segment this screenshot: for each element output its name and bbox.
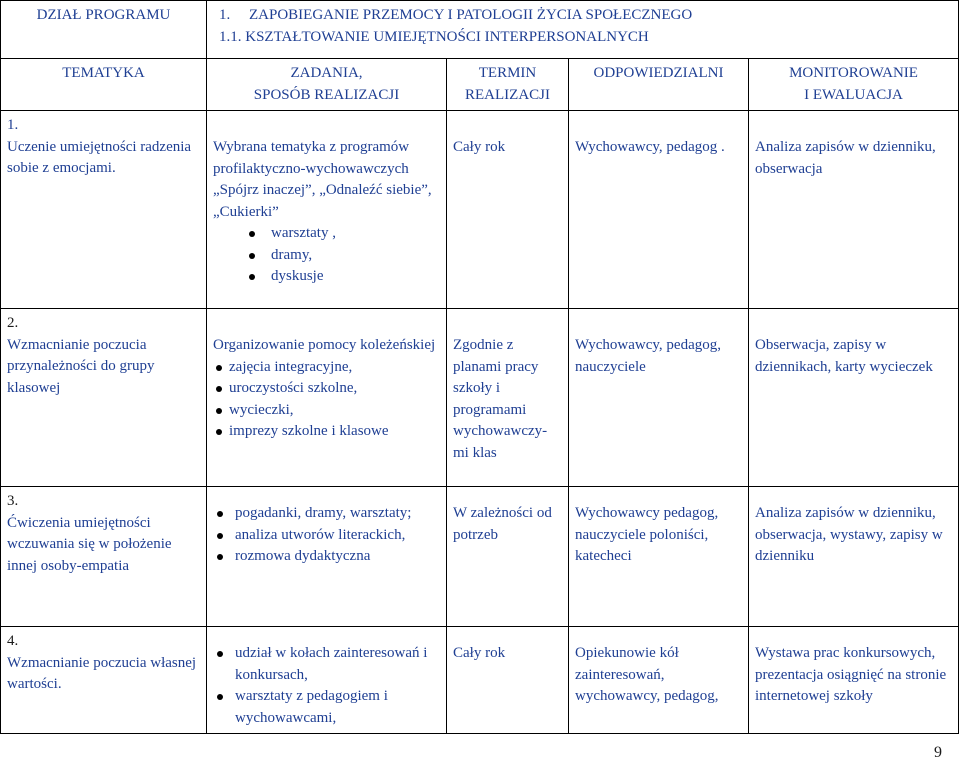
list-item: udział w kołach zainteresowań i konkursach, xyxy=(213,643,440,686)
row-number: 1. xyxy=(7,117,19,133)
table-row xyxy=(1,309,959,487)
responsible-cell xyxy=(569,627,749,734)
col-monitorowanie-label-1: MONITOROWANIE xyxy=(789,65,918,81)
topic-text: Ćwiczenia umiejętności wczuwania się w położenie innej osoby-empatia xyxy=(7,514,172,574)
col-termin xyxy=(447,59,569,111)
responsible-cell xyxy=(569,487,749,627)
column-header-row xyxy=(1,59,959,111)
monitoring-text: Analiza zapisów w dzienniku, obserwacja xyxy=(755,139,936,177)
section-subtitle: 1.1. KSZTAŁTOWANIE UMIEJĘTNOŚCI INTERPERSONALNYCH xyxy=(219,28,649,45)
table-row xyxy=(1,487,959,627)
monitoring-cell xyxy=(749,487,959,627)
term-cell xyxy=(447,627,569,734)
task-list xyxy=(213,503,440,568)
term-cell xyxy=(447,111,569,309)
topic-cell xyxy=(1,309,207,487)
row-number: 2. xyxy=(7,315,19,331)
task-list xyxy=(213,223,440,288)
responsible-cell xyxy=(569,309,749,487)
term-text: W zależności od potrzeb xyxy=(453,505,552,543)
table-row xyxy=(1,111,959,309)
monitoring-text: Analiza zapisów w dzienniku, obserwacja, wystawy, zapisy w dzienniku xyxy=(755,505,943,564)
term-text: Zgodnie z planami pracy szkoły i programami wychowawczy-mi klas xyxy=(453,337,548,461)
table-row xyxy=(1,627,959,734)
row-number: 4. xyxy=(7,633,19,649)
list-item: warsztaty z pedagogiem i wychowawcami, xyxy=(213,686,440,729)
col-tematyka xyxy=(1,59,207,111)
col-monitorowanie xyxy=(749,59,959,111)
section-title-cell xyxy=(207,1,959,59)
section-label-cell xyxy=(1,1,207,59)
task-list xyxy=(213,643,440,729)
task-intro: Wybrana tematyka z programów profilaktyczno-wychowawczych „Spójrz inaczej”, „Odnaleźć siebie”, „Cukierki” xyxy=(213,139,432,220)
responsible-text: Wychowawcy, pedagog, nauczyciele xyxy=(575,337,721,375)
row-number: 3. xyxy=(7,493,19,509)
task-list xyxy=(213,357,440,443)
task-cell xyxy=(207,487,447,627)
monitoring-cell xyxy=(749,111,959,309)
col-odpowiedzialni-label: ODPOWIEDZIALNI xyxy=(593,65,724,81)
list-item: analiza utworów literackich, xyxy=(213,525,440,547)
list-item: zajęcia integracyjne, xyxy=(213,357,440,379)
col-zadania-label-2: SPOSÓB REALIZACJI xyxy=(253,86,400,103)
list-item: imprezy szkolne i klasowe xyxy=(213,421,440,443)
term-cell xyxy=(447,487,569,627)
term-text: Cały rok xyxy=(453,139,506,155)
monitoring-text: Wystawa prac konkursowych, prezentacja osiągnięć na stronie internetowej szkoły xyxy=(755,645,947,704)
col-zadania xyxy=(207,59,447,111)
topic-text: Wzmacnianie poczucia przynależności do grupy klasowej xyxy=(7,336,155,396)
task-cell xyxy=(207,309,447,487)
topic-text: Uczenie umiejętności radzenia sobie z emocjami. xyxy=(7,138,192,176)
list-item: warsztaty , xyxy=(213,223,440,245)
monitoring-text: Obserwacja, zapisy w dziennikach, karty wycieczek xyxy=(755,337,933,375)
col-zadania-label-1: ZADANIA, xyxy=(290,65,363,81)
list-item: pogadanki, dramy, warsztaty; xyxy=(213,503,440,525)
responsible-text: Wychowawcy, pedagog . xyxy=(575,139,725,155)
list-item: wycieczki, xyxy=(213,400,440,422)
monitoring-cell xyxy=(749,627,959,734)
col-tematyka-label: TEMATYKA xyxy=(62,65,145,81)
responsible-cell xyxy=(569,111,749,309)
responsible-text: Wychowawcy pedagog, nauczyciele poloniści, katecheci xyxy=(575,505,719,564)
task-cell xyxy=(207,111,447,309)
task-cell xyxy=(207,627,447,734)
list-item: uroczystości szkolne, xyxy=(213,378,440,400)
col-odpowiedzialni xyxy=(569,59,749,111)
list-item: dyskusje xyxy=(213,266,440,288)
page-number: 9 xyxy=(934,744,942,761)
col-monitorowanie-label-2: I EWALUACJA xyxy=(804,86,903,103)
col-termin-label-2: REALIZACJI xyxy=(465,86,550,103)
section-label: DZIAŁ PROGRAMU xyxy=(36,7,171,23)
term-cell xyxy=(447,309,569,487)
topic-text: Wzmacnianie poczucia własnej wartości. xyxy=(7,654,197,692)
col-termin-label-1: TERMIN xyxy=(478,65,537,81)
task-intro: Organizowanie pomocy koleżeńskiej xyxy=(213,337,436,353)
monitoring-cell xyxy=(749,309,959,487)
topic-cell xyxy=(1,627,207,734)
list-item: rozmowa dydaktyczna xyxy=(213,546,440,568)
topic-cell xyxy=(1,487,207,627)
responsible-text: Opiekunowie kół zainteresowań, wychowawcy, pedagog, xyxy=(575,645,719,704)
header-row xyxy=(1,1,959,59)
section-title: 1. ZAPOBIEGANIE PRZEMOCY I PATOLOGII ŻYCIA SPOŁECZNEGO xyxy=(219,7,693,23)
term-text: Cały rok xyxy=(453,645,506,661)
topic-cell xyxy=(1,111,207,309)
list-item: dramy, xyxy=(213,245,440,267)
